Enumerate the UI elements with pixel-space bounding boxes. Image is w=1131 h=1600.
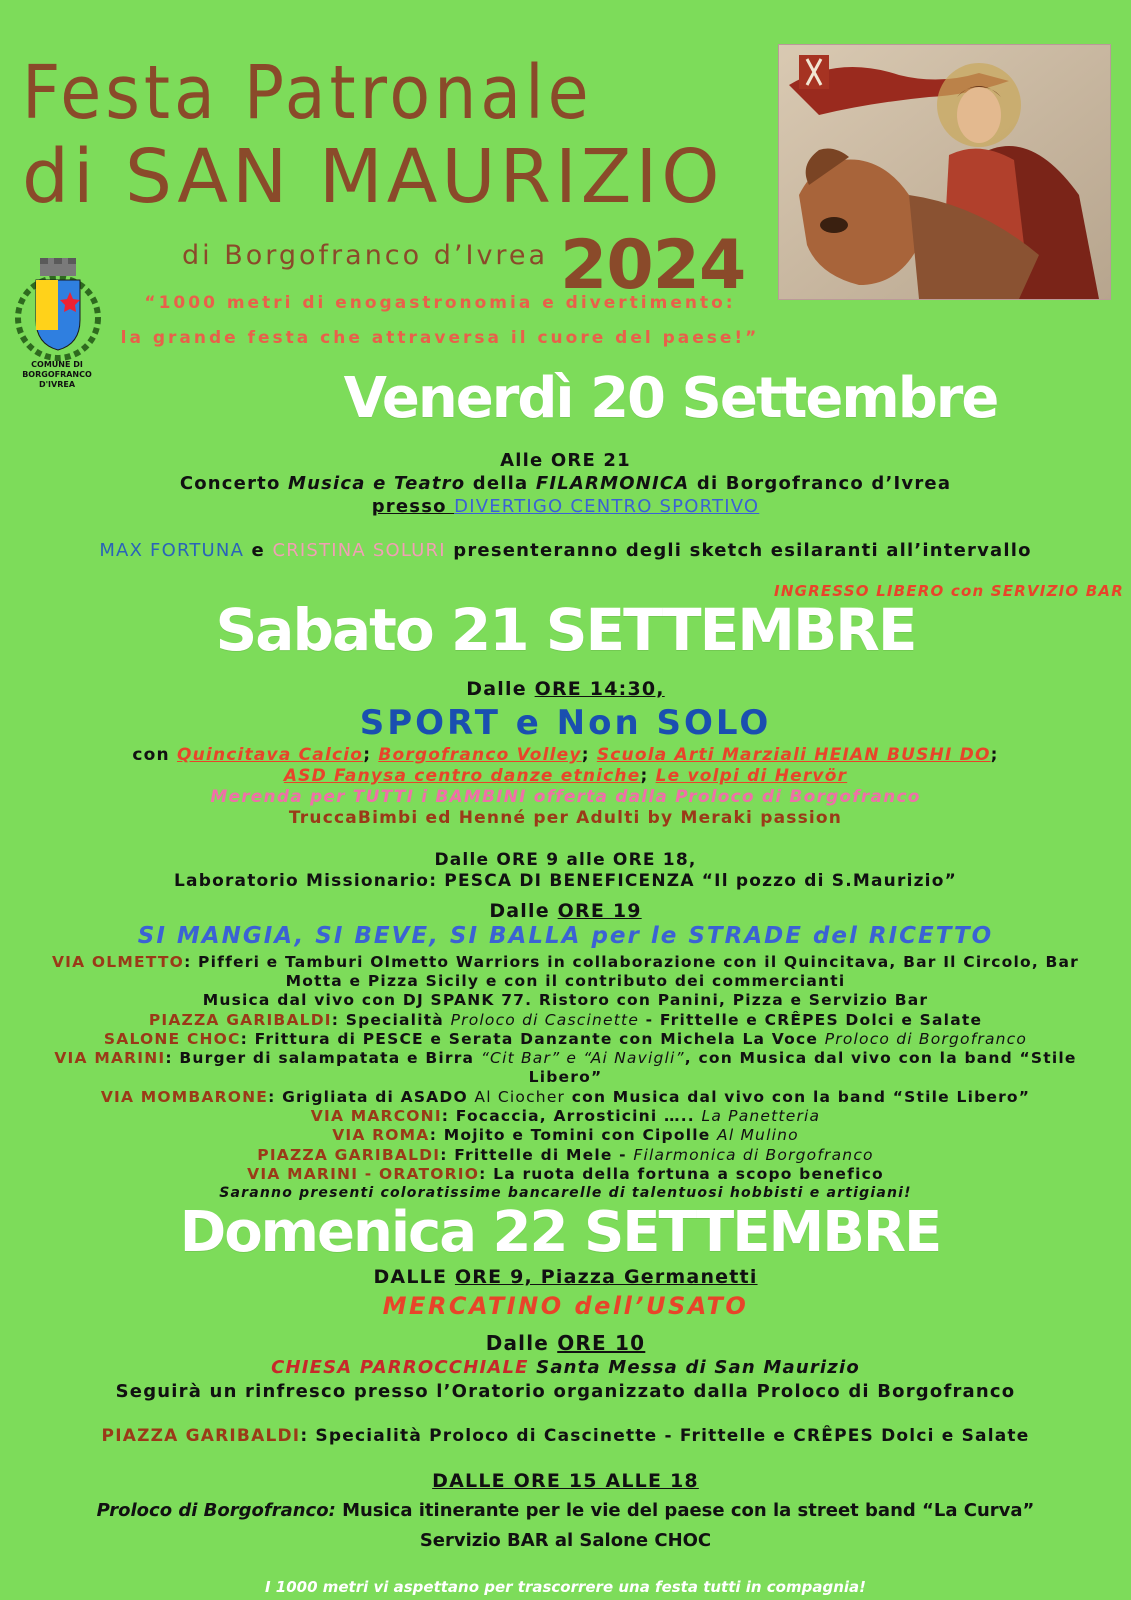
closing-line: I 1000 metri vi aspettano per trascorrere una festa tutti in compagnia! [264, 1578, 867, 1596]
garibaldi-a: : Specialità [331, 1011, 451, 1029]
olmetto-line-2: Motta e Pizza Sicily e con il contributo dei commercianti [285, 972, 846, 990]
club-martial-arts[interactable]: Scuola Arti Marziali HEIAN BUSHI DO [596, 745, 991, 765]
mass-time [0, 1331, 1131, 1355]
friday-venue [0, 496, 1131, 517]
concert-text-c: della [465, 473, 536, 494]
presso-text: presso [371, 496, 455, 517]
concert-text-d: FILARMONICA [535, 473, 690, 494]
roma-a: : Mojito e Tomini con Cipolle [429, 1126, 718, 1144]
sport-clubs-line-1 [0, 745, 1131, 765]
concert-text-a: Concerto [179, 473, 288, 494]
oratorio-a: : La ruota della fortuna a scopo benefico [479, 1165, 884, 1183]
title-line-2: di SAN MAURIZIO [22, 134, 724, 220]
saturday-time [0, 678, 1131, 700]
and-text: e [244, 540, 273, 561]
club-quincitava[interactable]: Quincitava Calcio [176, 745, 364, 765]
garibaldi2-a: : Frittelle di Mele - [440, 1146, 634, 1164]
mombarone-b: Al Ciocher [474, 1088, 566, 1106]
garibaldi-line [0, 1011, 1131, 1029]
mangia-title: SI MANGIA, SI BEVE, SI BALLA per le STRADE del RICETTO [137, 923, 994, 949]
title-line-1: Festa Patronale [22, 50, 593, 136]
venue-link[interactable]: DIVERTIGO CENTRO SPORTIVO [454, 496, 760, 517]
friday-heading: Venerdì 20 Settembre [343, 366, 998, 431]
friday-concert [0, 473, 1131, 494]
band-b: Musica itinerante per le vie del paese con la street band “La Curva” [335, 1500, 1035, 1521]
marini-label: VIA MARINI [54, 1049, 166, 1067]
lab-text: Laboratorio Missionario: PESCA DI BENEFICENZA “Il pozzo di S.Maurizio” [174, 871, 957, 891]
mombarone-c: con Musica dal vivo con la band “Stile Libero” [565, 1088, 1031, 1106]
sport-clubs-line-2 [0, 766, 1131, 786]
sat-time-a: Dalle [466, 678, 535, 700]
choc-b: Proloco di Borgofranco [824, 1030, 1028, 1048]
bancarelle: Saranno presenti coloratissime bancarelle di talentuosi hobbisti e artigiani! [219, 1185, 912, 1201]
marconi-line [0, 1107, 1131, 1125]
sep-3: ; [990, 745, 999, 765]
garibaldi2-b: Filarmonica di Borgofranco [633, 1146, 874, 1164]
host-1: MAX FORTUNA [99, 540, 245, 561]
sunday-garibaldi [0, 1426, 1131, 1446]
mombarone-label: VIA MOMBARONE [100, 1088, 269, 1106]
subtitle: di Borgofranco d’Ivrea [182, 240, 549, 271]
year: 2024 [560, 226, 746, 305]
tagline-line-2: la grande festa che attraversa il cuore del paese!” [120, 328, 760, 348]
san-maurizio-painting [778, 44, 1111, 300]
garibaldi2-label: PIAZZA GARIBALDI [257, 1146, 441, 1164]
crest-caption-1: COMUNE DI [31, 360, 83, 369]
roma-b: Al Mulino [717, 1126, 799, 1144]
concert-text-e: di Borgofranco d’Ivrea [689, 473, 952, 494]
mass-b: ORE 10 [557, 1331, 646, 1355]
sunday-heading: Domenica 22 SETTEMBRE [179, 1200, 941, 1265]
afternoon-time: DALLE ORE 15 ALLE 18 [432, 1470, 699, 1492]
crest-caption-2: BORGOFRANCO D'IVREA [22, 370, 92, 389]
choc-a: : Frittura di PESCE e Serata Danzante con Michela La Voce [240, 1030, 825, 1048]
mombarone-a: : Grigliata di ASADO [268, 1088, 475, 1106]
sport-title: SPORT e Non SOLO [359, 703, 772, 743]
market-time [0, 1266, 1131, 1288]
mombarone-line [0, 1088, 1131, 1106]
olmetto-line-3: Musica dal vivo con DJ SPANK 77. Ristoro con Panini, Pizza e Servizio Bar [202, 991, 929, 1009]
evening-a: Dalle [489, 900, 558, 922]
olmetto-text-1: : Pifferi e Tamburi Olmetto Warriors in collaborazione con il Quincitava, Bar Il Circolo, Bar [184, 953, 1080, 971]
friday-time: Alle ORE 21 [500, 450, 631, 471]
club-volpi[interactable]: Le volpi di Hervör [655, 766, 848, 786]
band-line [0, 1500, 1131, 1521]
choc-line [0, 1030, 1131, 1048]
sep-2: ; [581, 745, 597, 765]
hosts-rest: presenteranno degli sketch esilaranti all’intervallo [445, 540, 1032, 561]
concert-text-b: Musica e Teatro [288, 473, 466, 494]
truccabimbi: TruccaBimbi ed Henné per Adulti by Meraki passion [288, 808, 843, 828]
host-2: CRISTINA SOLURI [272, 540, 446, 561]
saturday-heading: Sabato 21 SETTEMBRE [215, 596, 916, 664]
friday-hosts [0, 540, 1131, 561]
marconi-b: La Panetteria [701, 1107, 821, 1125]
oratorio-line [0, 1165, 1131, 1183]
lab-time: Dalle ORE 9 alle ORE 18, [434, 850, 697, 870]
oratorio-label: VIA MARINI - ORATORIO [247, 1165, 480, 1183]
sat-time-b: ORE 14:30, [534, 678, 665, 700]
merenda: Merenda per TUTTI i BAMBINI offerta dalla Proloco di Borgofranco [210, 787, 921, 807]
olmetto-label: VIA OLMETTO [51, 953, 185, 971]
band-a: Proloco di Borgofranco: [96, 1500, 336, 1521]
marini-c: , con Musica dal vivo con la band “Stile [684, 1049, 1077, 1067]
evening-b: ORE 19 [557, 900, 642, 922]
garibaldi2-line [0, 1146, 1131, 1164]
sunday-garibaldi-label: PIAZZA GARIBALDI [101, 1426, 301, 1446]
sunday-garibaldi-text: : Specialità Proloco di Cascinette - Frittelle e CRÊPES Dolci e Salate [300, 1426, 1030, 1446]
mercatino: MERCATINO dell’USATO [382, 1292, 749, 1320]
sep-1: ; [363, 745, 379, 765]
sep-4: ; [640, 766, 656, 786]
garibaldi-label: PIAZZA GARIBALDI [148, 1011, 332, 1029]
garibaldi-b: Proloco di Cascinette [450, 1011, 640, 1029]
market-a: DALLE [373, 1266, 455, 1288]
evening-time [0, 900, 1131, 922]
mass-line [0, 1357, 1131, 1378]
rinfresco: Seguirà un rinfresco presso l’Oratorio organizzato dalla Proloco di Borgofranco [115, 1381, 1016, 1402]
marini-a: : Burger di salampatata e Birra [165, 1049, 481, 1067]
chiesa: CHIESA PARROCCHIALE [271, 1357, 529, 1378]
friday-entry: INGRESSO LIBERO con SERVIZIO BAR [774, 582, 1124, 600]
con-text: con [132, 745, 177, 765]
tagline-line-1: “1000 metri di enogastronomia e divertimento: [144, 293, 736, 313]
choc-label: SALONE CHOC [103, 1030, 241, 1048]
saint-on-horse-image [779, 45, 1110, 299]
mass-a: Dalle [485, 1331, 558, 1355]
olmetto-line-1 [0, 953, 1131, 971]
marconi-a: : Focaccia, Arrosticini ….. [441, 1107, 702, 1125]
marconi-label: VIA MARCONI [310, 1107, 442, 1125]
roma-label: VIA ROMA [332, 1126, 430, 1144]
bar-line: Servizio BAR al Salone CHOC [419, 1530, 712, 1551]
marini-b: “Cit Bar” e “Ai Navigli” [480, 1049, 685, 1067]
club-volley[interactable]: Borgofranco Volley [378, 745, 582, 765]
marini-line-1 [0, 1049, 1131, 1067]
messa: Santa Messa di San Maurizio [528, 1357, 860, 1378]
club-fanysa[interactable]: ASD Fanysa centro danze etniche [283, 766, 641, 786]
market-b: ORE 9, Piazza Germanetti [454, 1266, 758, 1288]
marini-line-2: Libero” [528, 1068, 603, 1086]
roma-line [0, 1126, 1131, 1144]
garibaldi-c: - Frittelle e CRÊPES Dolci e Salate [639, 1011, 983, 1029]
